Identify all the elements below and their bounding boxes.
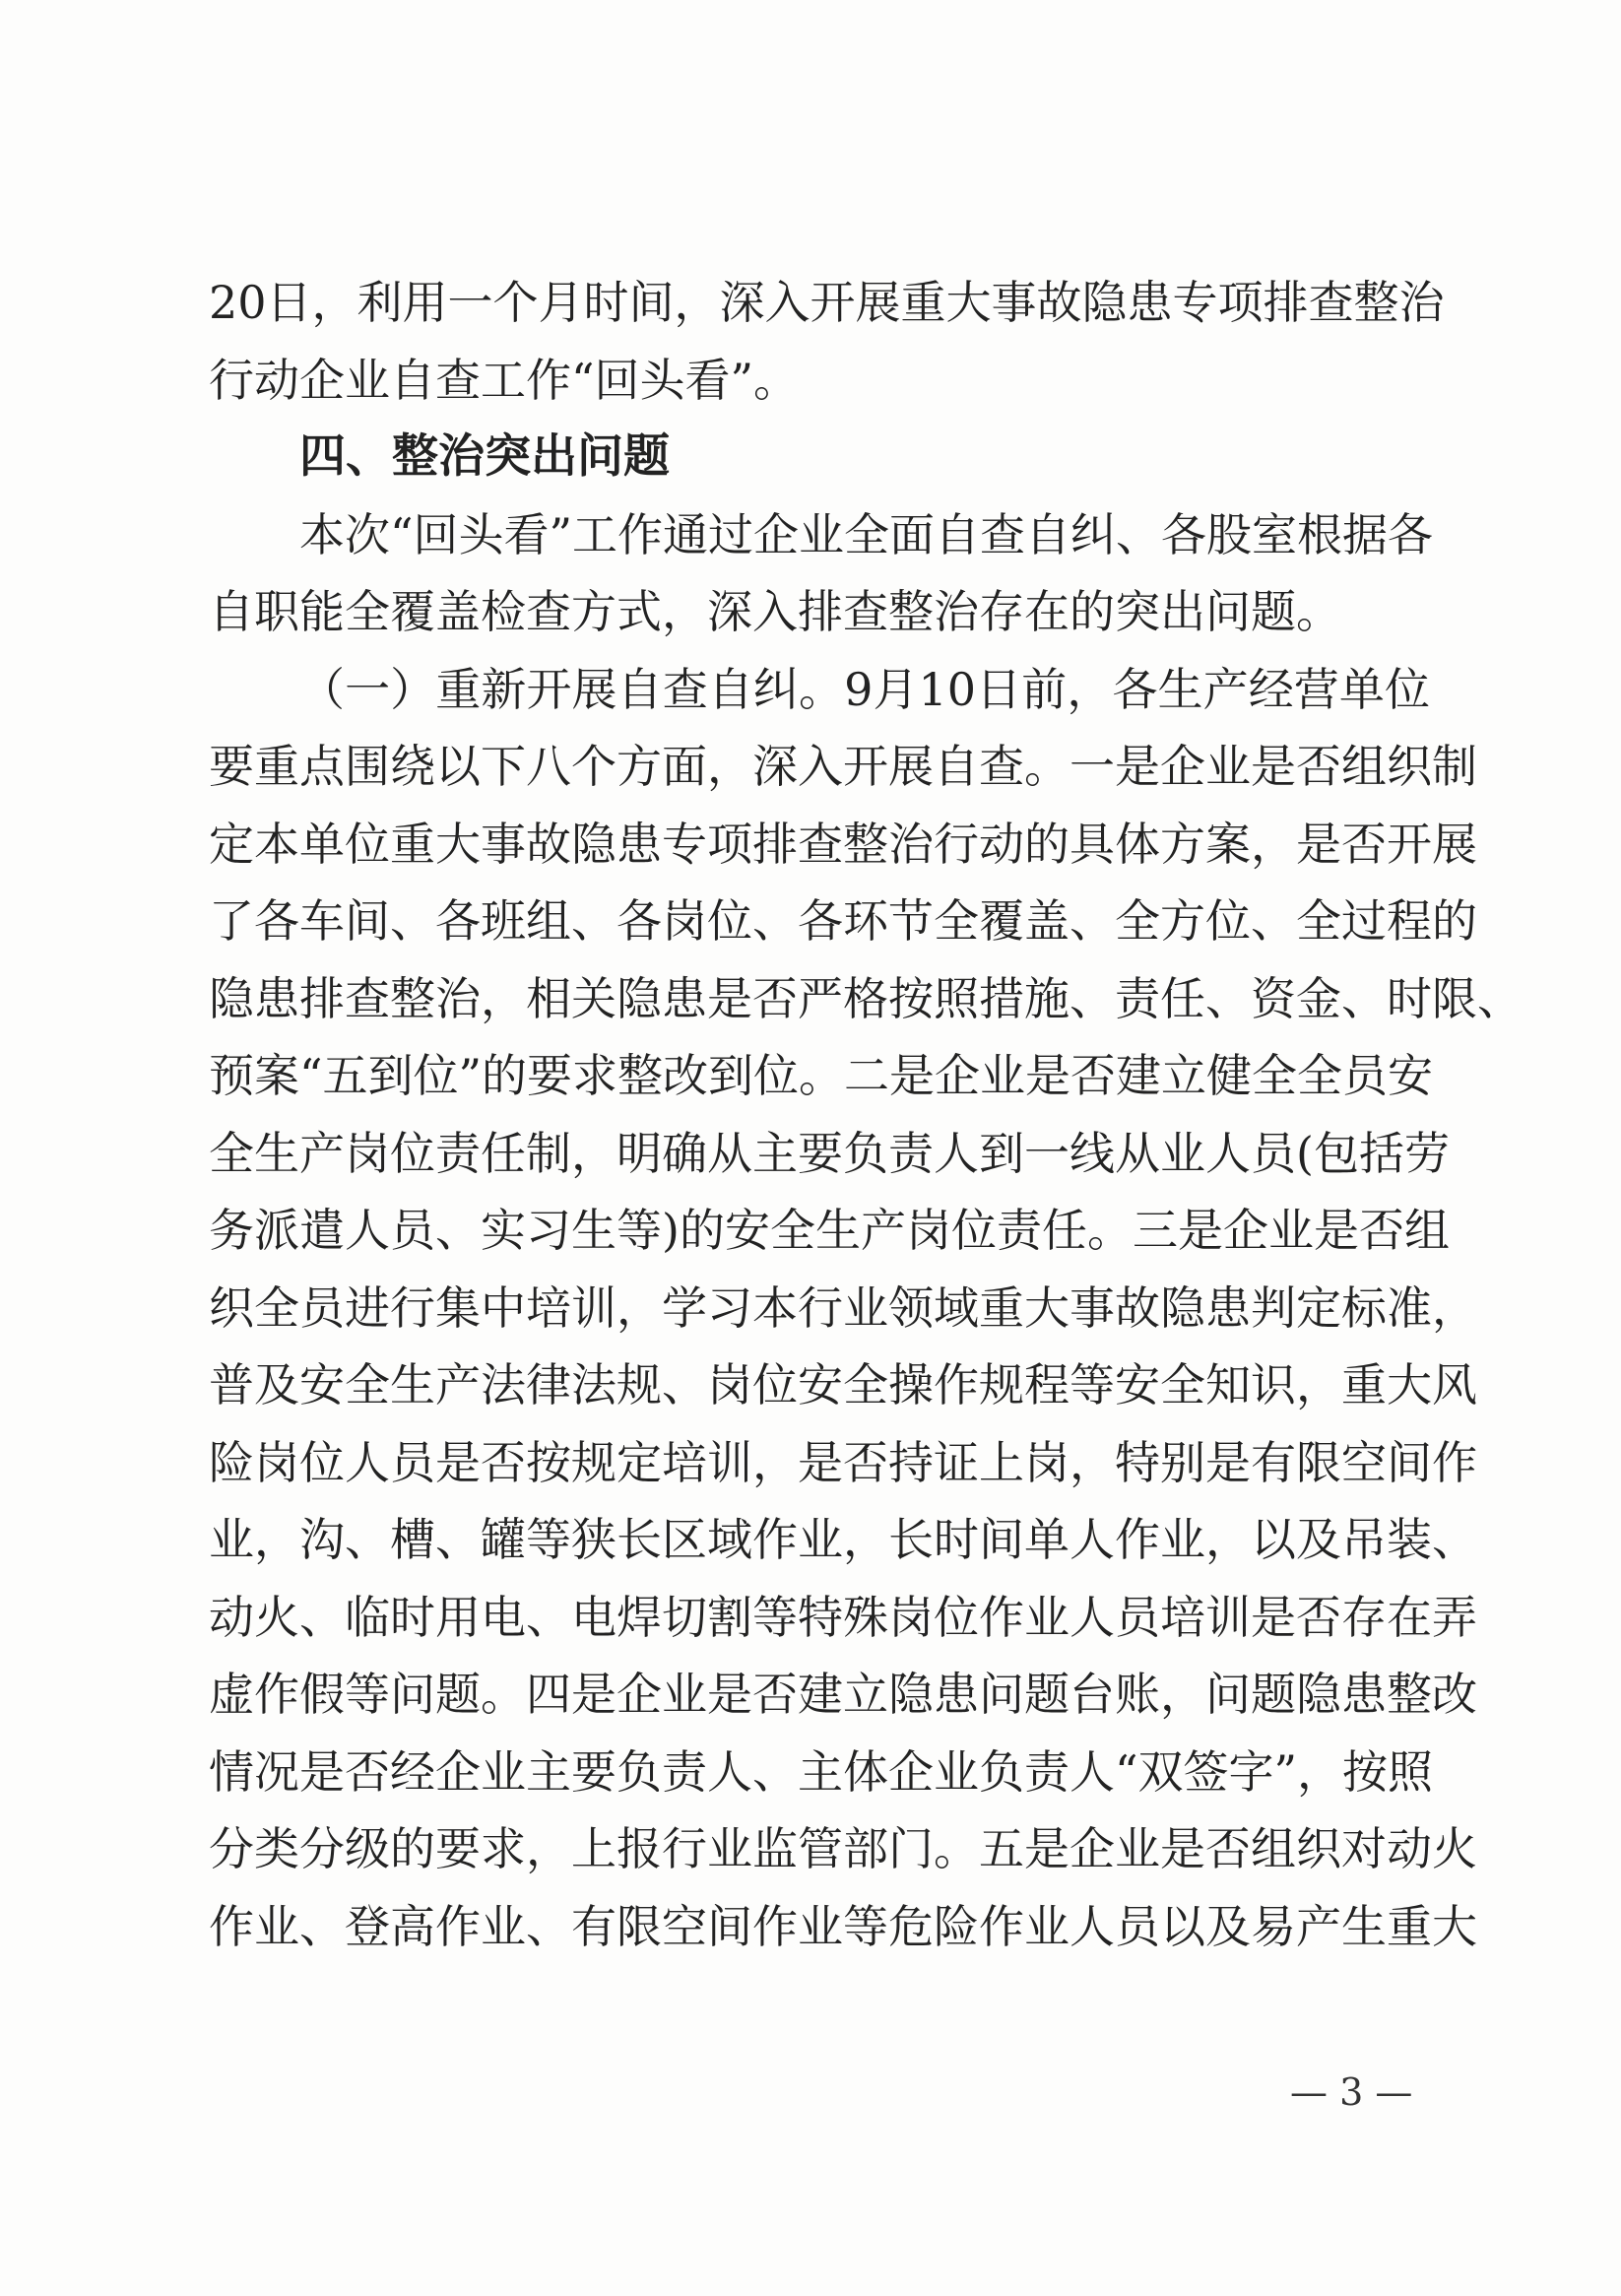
body-line: 虚作假等问题。四是企业是否建立隐患问题台账，问题隐患整改 (209, 1668, 1477, 1721)
section-heading: 四、整治突出问题 (299, 429, 670, 484)
body-line: 全生产岗位责任制，明确从主要负责人到一线从业人员(包括劳 (209, 1126, 1450, 1180)
body-line: 本次“回头看”工作通过企业全面自查自纠、各股室根据各 (299, 507, 1434, 561)
body-line: 动火、临时用电、电焊切割等特殊岗位作业人员培训是否存在弄 (209, 1590, 1477, 1644)
document-body (209, 264, 1523, 1965)
body-line: 定本单位重大事故隐患专项排查整治行动的具体方案，是否开展 (209, 817, 1477, 871)
body-line: 业，沟、槽、罐等狭长区域作业，长时间单人作业，以及吊装、 (209, 1513, 1477, 1566)
body-line: 自职能全覆盖检查方式，深入排查整治存在的突出问题。 (209, 585, 1341, 638)
body-line: 20日，利用一个月时间，深入开展重大事故隐患专项排查整治 (209, 276, 1445, 329)
body-line: 普及安全生产法律法规、岗位安全操作规程等安全知识，重大风 (209, 1358, 1477, 1411)
body-line: 预案“五到位”的要求整改到位。二是企业是否建立健全全员安 (209, 1049, 1434, 1102)
body-line: 务派遣人员、实习生等)的安全生产岗位责任。三是企业是否组 (209, 1204, 1450, 1257)
page-number: — 3 — (1290, 2070, 1413, 2114)
body-line: 了各车间、各班组、各岗位、各环节全覆盖、全方位、全过程的 (209, 894, 1477, 948)
subsection-line: （一）重新开展自查自纠。9月10日前，各生产经营单位 (299, 662, 1430, 716)
body-line: 隐患排查整治，相关隐患是否严格按照措施、责任、资金、时限、 (209, 971, 1523, 1025)
body-line: 险岗位人员是否按规定培训，是否持证上岗，特别是有限空间作 (209, 1435, 1477, 1489)
body-line: 织全员进行集中培训，学习本行业领域重大事故隐患判定标准， (209, 1280, 1477, 1335)
body-line: 作业、登高作业、有限空间作业等危险作业人员以及易产生重大 (209, 1899, 1477, 1953)
body-line: 分类分级的要求，上报行业监管部门。五是企业是否组织对动火 (209, 1822, 1477, 1875)
body-line: 行动企业自查工作“回头看”。 (209, 353, 800, 407)
body-line: 要重点围绕以下八个方面，深入开展自查。一是企业是否组织制 (209, 740, 1477, 793)
body-line: 情况是否经企业主要负责人、主体企业负责人“双签字”，按照 (209, 1744, 1434, 1799)
